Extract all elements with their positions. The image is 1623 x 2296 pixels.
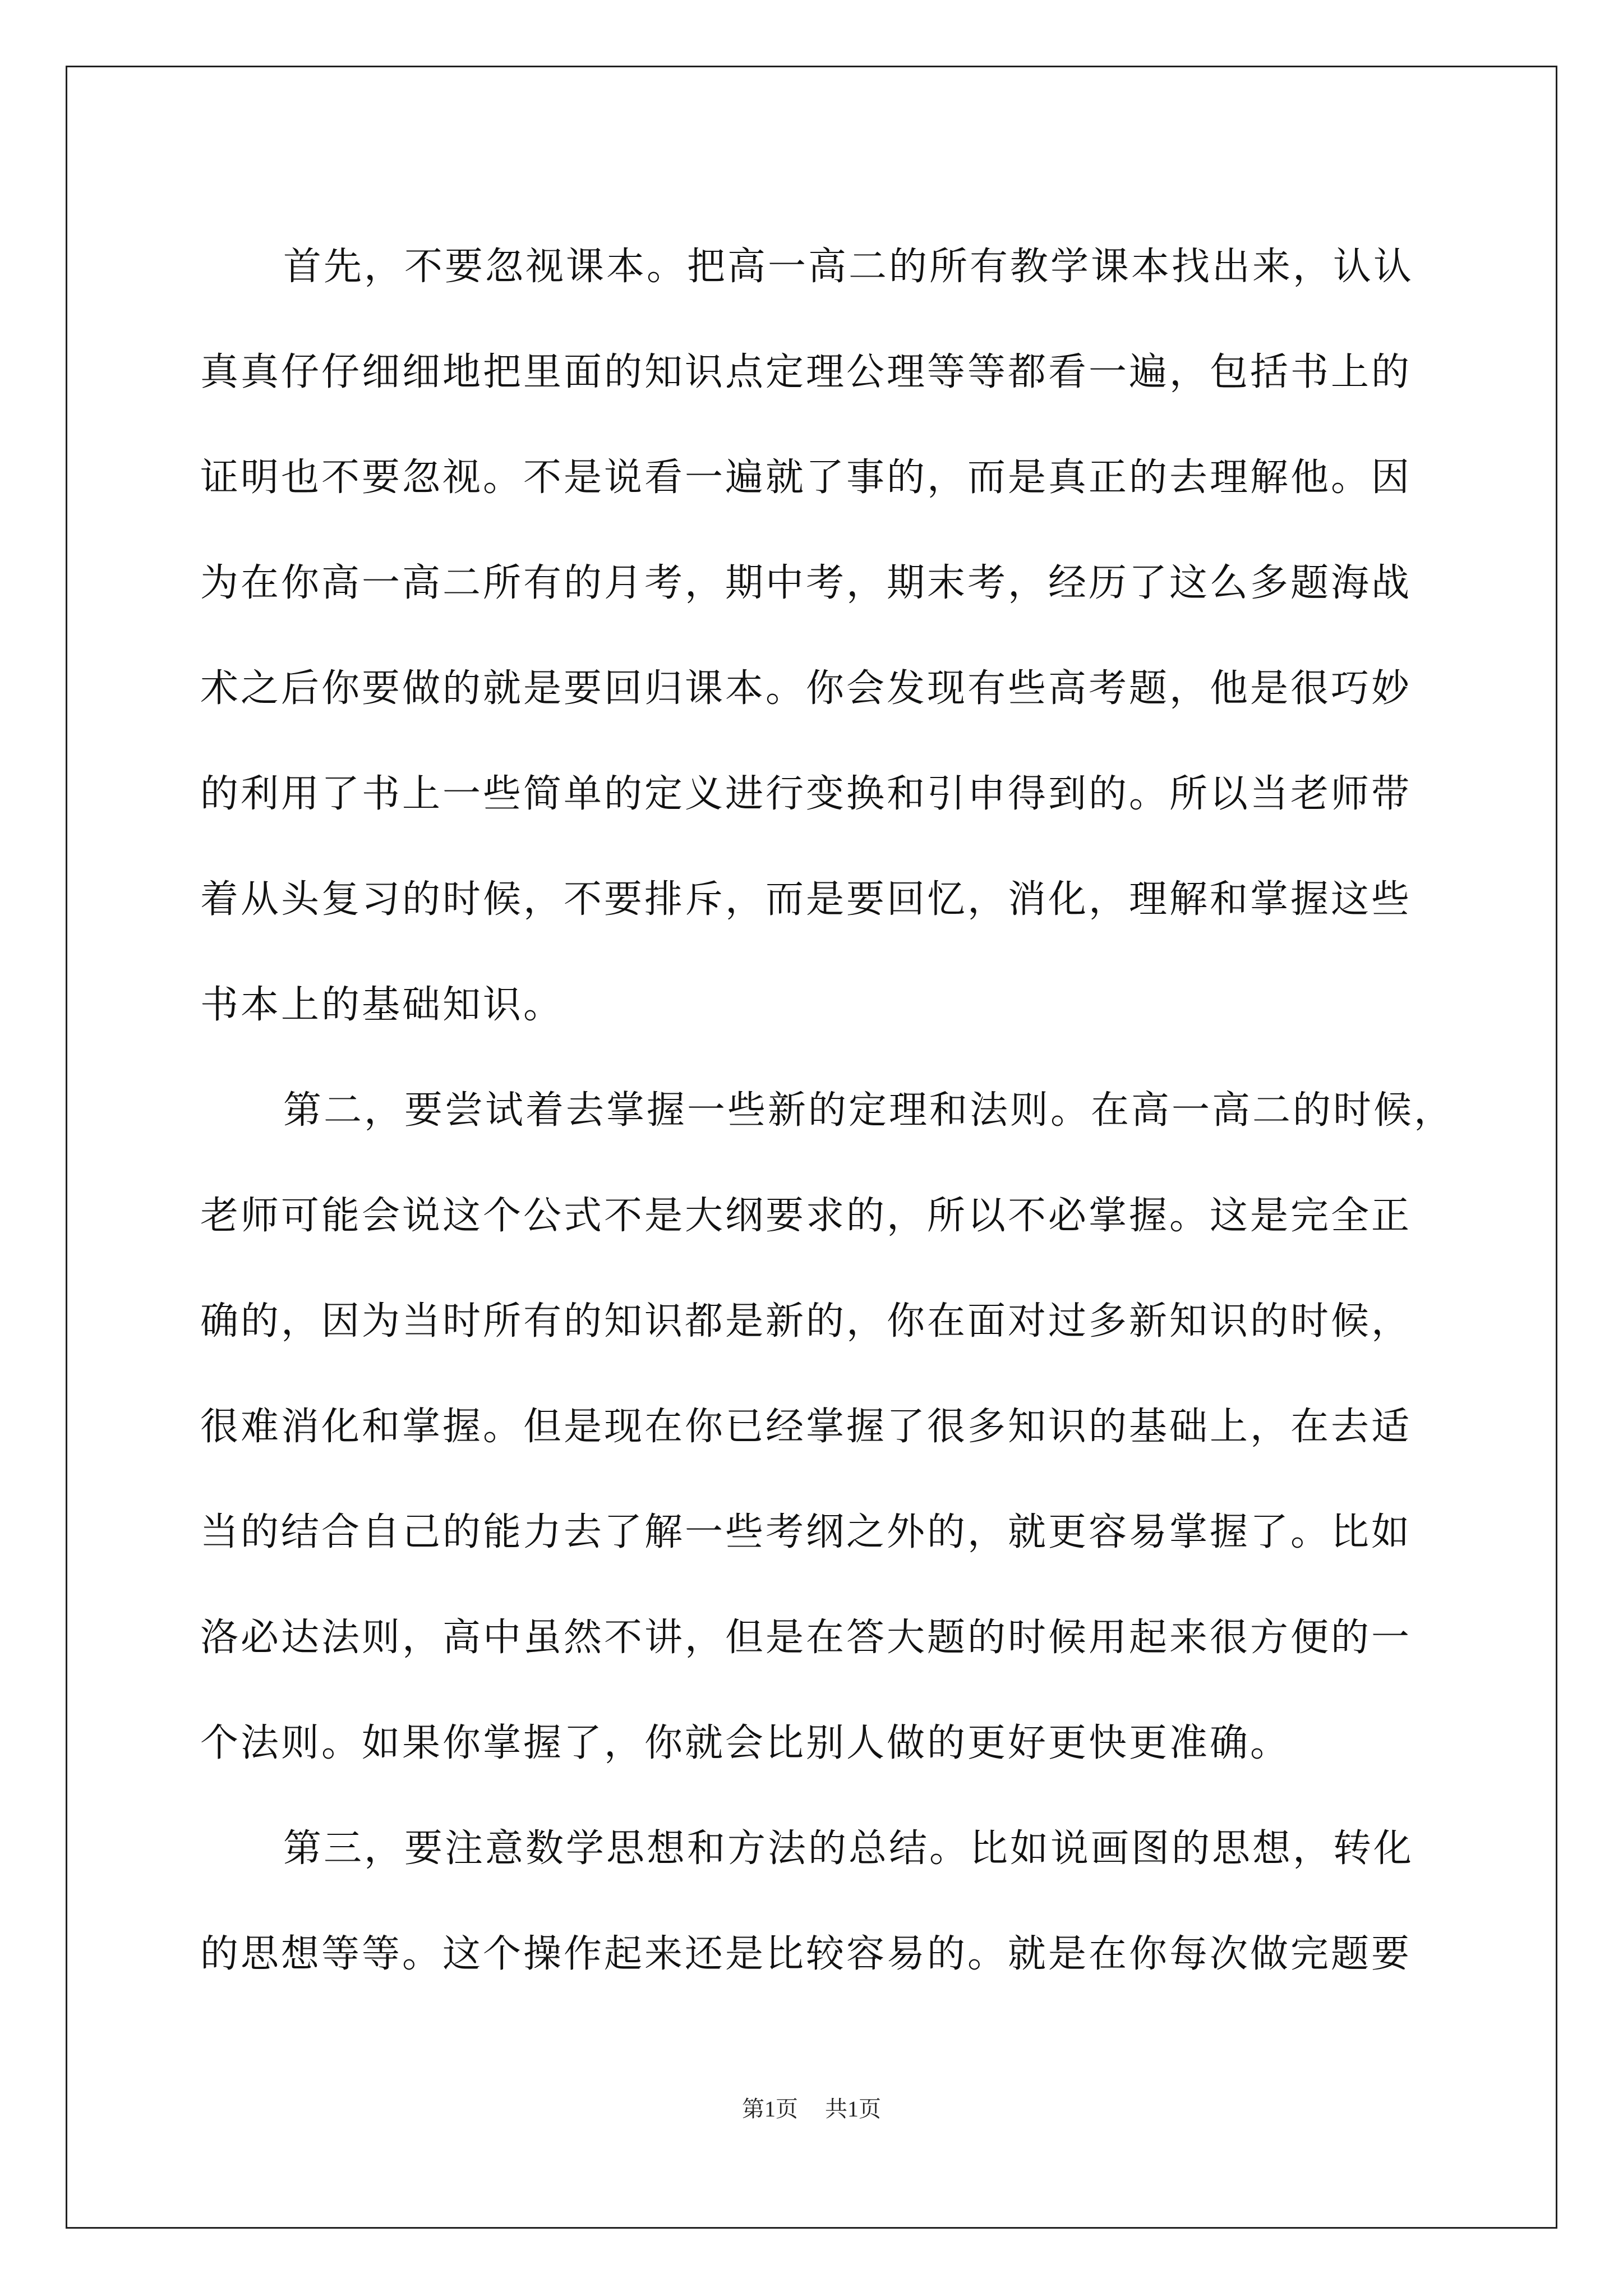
page-number-current: 第1页: [742, 2096, 798, 2122]
page-footer: [0, 2091, 1623, 2123]
text-line: 很难消化和掌握。但是现在你已经掌握了很多知识的基础上，在去适: [200, 1405, 1412, 1449]
text-line: 真真仔仔细细地把里面的知识点定理公理等等都看一遍，包括书上的: [200, 350, 1412, 394]
text-line: 第三，要注意数学思想和方法的总结。比如说画图的思想，转化: [283, 1826, 1414, 1871]
text-line: 首先，不要忽视课本。把高一高二的所有教学课本找出来，认认: [283, 245, 1414, 289]
text-line: 书本上的基础知识。: [200, 983, 564, 1027]
text-line: 证明也不要忽视。不是说看一遍就了事的，而是真正的去理解他。因: [200, 455, 1412, 500]
text-line: 的思想等等。这个操作起来还是比较容易的。就是在你每次做完题要: [200, 1932, 1412, 1976]
text-line: 个法则。如果你掌握了，你就会比别人做的更好更快更准确。: [200, 1721, 1291, 1765]
paragraph-2: [200, 1058, 1455, 1796]
text-line: 当的结合自己的能力去了解一些考纲之外的，就更容易掌握了。比如: [200, 1510, 1412, 1554]
text-line: 的利用了书上一些简单的定义进行变换和引申得到的。所以当老师带: [200, 772, 1412, 816]
text-line: 确的，因为当时所有的知识都是新的，你在面对过多新知识的时候，: [200, 1299, 1412, 1343]
text-line: 洛必达法则，高中虽然不讲，但是在答大题的时候用起来很方便的一: [200, 1616, 1412, 1660]
paragraph-1: [200, 214, 1434, 1058]
text-line: 老师可能会说这个公式不是大纲要求的，所以不必掌握。这是完全正: [200, 1194, 1412, 1238]
text-line: 为在你高一高二所有的月考，期中考，期末考，经历了这么多题海战: [200, 561, 1412, 605]
text-line: 第二，要尝试着去掌握一些新的定理和法则。在高一高二的时候，: [283, 1088, 1455, 1133]
text-line: 着从头复习的时候，不要排斥，而是要回忆，消化，理解和掌握这些: [200, 877, 1412, 922]
page-number-total: 共1页: [825, 2096, 881, 2122]
text-line: 术之后你要做的就是要回归课本。你会发现有些高考题，他是很巧妙: [200, 666, 1412, 711]
document-body: [200, 214, 1455, 2007]
paragraph-3: [200, 1796, 1434, 2007]
